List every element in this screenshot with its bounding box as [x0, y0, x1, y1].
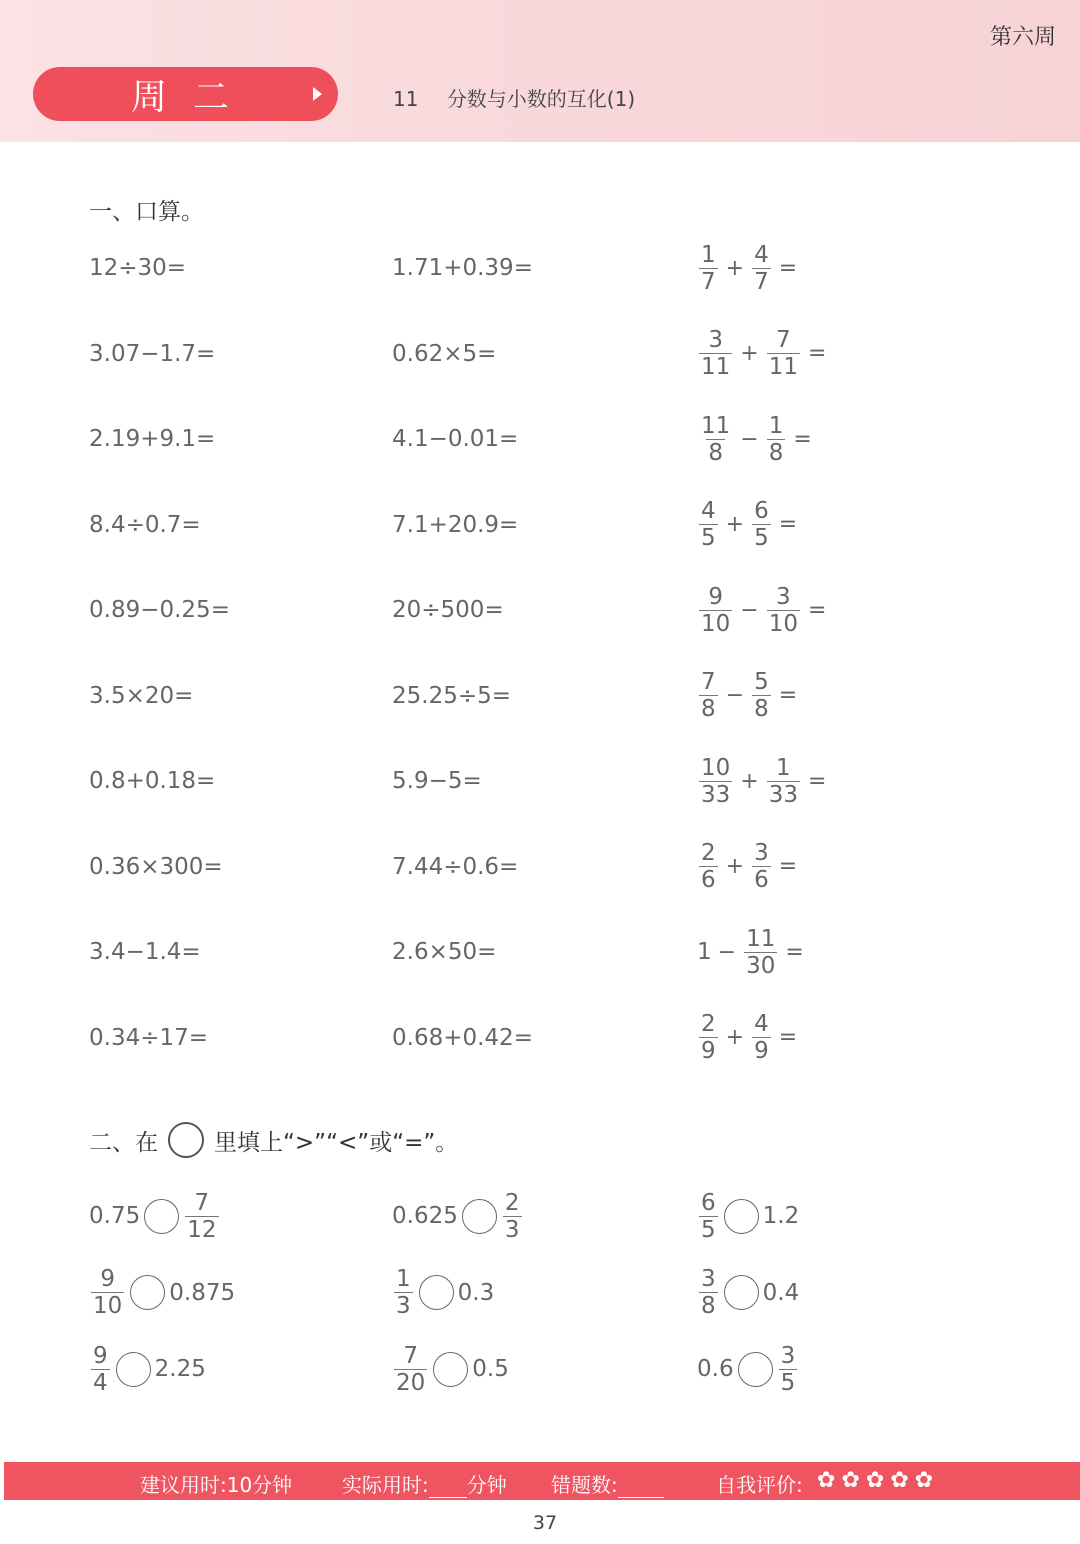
arithmetic-problem: 0.62×5= [392, 340, 497, 367]
equals-sign: = [793, 426, 812, 452]
fraction [699, 1190, 718, 1243]
answer-circle[interactable] [433, 1352, 468, 1387]
denominator: 11 [768, 354, 798, 380]
fraction-problem [697, 495, 803, 555]
fraction-problem [697, 580, 832, 640]
fraction-problem [697, 324, 832, 384]
compare-row [0, 1186, 1080, 1246]
equals-sign: = [778, 512, 798, 537]
right-value: 0.5 [472, 1356, 509, 1382]
denominator: 8 [701, 696, 716, 722]
section-1-title: 一、口算。 [89, 199, 204, 225]
denominator: 8 [754, 696, 769, 722]
numerator: 11 [746, 925, 776, 952]
fraction [699, 327, 732, 380]
operator: + [740, 341, 759, 366]
denominator: 33 [768, 781, 798, 808]
denominator: 12 [187, 1216, 217, 1243]
numerator: 3 [701, 1266, 716, 1292]
arithmetic-problem: 0.36×300= [89, 853, 223, 880]
numerator: 3 [780, 1342, 796, 1369]
fraction-problem [697, 837, 803, 897]
numerator: 1 [396, 1266, 411, 1292]
denominator: 8 [701, 1293, 716, 1319]
problem-row [0, 324, 1080, 384]
fraction [767, 413, 786, 466]
numerator: 9 [708, 583, 723, 610]
arithmetic-problem: 5.9−5= [392, 768, 482, 794]
denominator: 3 [396, 1293, 411, 1319]
fraction [752, 669, 771, 722]
equals-sign: = [808, 768, 827, 794]
actual-time-prefix: 实际用时: [342, 1473, 429, 1497]
denominator: 10 [768, 610, 798, 637]
compare-problem [392, 1339, 509, 1399]
denominator: 10 [701, 610, 731, 637]
numerator: 7 [701, 669, 716, 695]
answer-circle[interactable] [724, 1199, 759, 1234]
answer-circle[interactable] [419, 1275, 454, 1310]
denominator: 5 [780, 1369, 796, 1396]
operator: − [740, 426, 759, 452]
arithmetic-problem: 3.07−1.7= [89, 340, 216, 367]
day-label: 周二 [131, 76, 256, 118]
arithmetic-problem: 4.1−0.01= [392, 426, 519, 452]
self-eval-label: 自我评价: [716, 1473, 803, 1497]
denominator: 5 [701, 525, 716, 551]
numerator: 4 [754, 1011, 769, 1037]
lesson-number: 11 [393, 87, 419, 111]
numerator: 11 [701, 412, 731, 439]
fraction [699, 1011, 718, 1064]
denominator: 8 [708, 439, 723, 466]
left-value: 0.625 [392, 1203, 458, 1229]
equals-sign: = [778, 854, 798, 879]
section-2-title-suffix: 里填上“>”“<”或“=”。 [214, 1129, 459, 1156]
numerator: 9 [100, 1266, 115, 1292]
fraction [185, 1190, 218, 1243]
answer-circle[interactable] [144, 1199, 179, 1234]
problem-row [0, 495, 1080, 555]
fraction [767, 584, 800, 637]
arithmetic-problem: 2.6×50= [392, 939, 497, 965]
equals-sign: = [778, 683, 798, 708]
numerator: 7 [194, 1189, 210, 1216]
denominator: 7 [701, 268, 716, 295]
fraction [752, 242, 771, 295]
fraction [699, 498, 718, 551]
page-number: 37 [532, 1512, 558, 1534]
equals-sign: = [778, 1025, 798, 1050]
fraction-problem [697, 751, 832, 811]
whole-number: 1 [697, 939, 712, 965]
numerator: 7 [776, 327, 791, 353]
fraction [91, 1343, 110, 1396]
flower-star-icon[interactable]: ✿ [914, 1468, 934, 1493]
fraction [699, 242, 718, 295]
numerator: 4 [754, 241, 769, 268]
arithmetic-problem: 25.25÷5= [392, 682, 512, 709]
fraction [699, 840, 718, 893]
fraction [394, 1266, 413, 1319]
suggested-time: 建议用时:10分钟 [140, 1473, 293, 1497]
errors-label: 错题数: [551, 1473, 618, 1497]
flower-star-icon[interactable]: ✿ [890, 1468, 909, 1493]
fraction [699, 584, 732, 637]
right-value: 0.875 [169, 1279, 236, 1306]
arithmetic-problem: 0.34÷17= [89, 1024, 209, 1051]
fraction [699, 669, 718, 722]
numerator: 5 [754, 669, 769, 695]
operator: + [725, 854, 745, 879]
fraction [699, 755, 732, 808]
denominator: 8 [768, 439, 784, 466]
right-value: 2.25 [154, 1356, 206, 1382]
fraction [767, 327, 800, 380]
arithmetic-problem: 12÷30= [89, 255, 187, 281]
lesson-title-text: 分数与小数的互化(1) [446, 87, 636, 111]
flower-star-icon[interactable]: ✿ [817, 1468, 836, 1493]
compare-problem [392, 1263, 494, 1323]
answer-circle[interactable] [738, 1352, 773, 1387]
numerator: 2 [504, 1189, 520, 1216]
operator: + [725, 255, 745, 281]
compare-problem [697, 1339, 799, 1399]
compare-problem [697, 1263, 799, 1323]
numerator: 2 [701, 840, 716, 866]
compare-problem [392, 1186, 524, 1246]
numerator: 3 [754, 840, 769, 866]
arithmetic-problem: 7.44÷0.6= [392, 853, 519, 880]
numerator: 6 [754, 498, 769, 524]
equals-sign: = [785, 939, 804, 965]
problem-row [0, 666, 1080, 726]
denominator: 9 [754, 1038, 769, 1064]
arithmetic-problem: 3.4−1.4= [89, 939, 201, 965]
footer-band [4, 1462, 1080, 1500]
arithmetic-problem: 3.5×20= [89, 682, 194, 709]
numerator: 1 [776, 754, 791, 781]
arithmetic-problem: 2.19+9.1= [89, 426, 216, 452]
arithmetic-problem: 0.68+0.42= [392, 1024, 533, 1051]
fraction [394, 1343, 427, 1396]
denominator: 10 [93, 1293, 123, 1319]
denominator: 6 [701, 867, 716, 893]
fraction-problem [697, 238, 803, 298]
denominator: 4 [93, 1369, 108, 1396]
operator: − [740, 597, 759, 623]
numerator: 10 [701, 754, 731, 781]
problem-row [0, 409, 1080, 469]
fraction [699, 1266, 718, 1319]
operator: − [725, 683, 745, 708]
answer-circle[interactable] [130, 1275, 165, 1310]
right-value: 1.2 [762, 1203, 800, 1229]
numerator: 1 [768, 412, 784, 439]
arithmetic-problem: 8.4÷0.7= [89, 511, 201, 538]
numerator: 6 [701, 1189, 716, 1216]
numerator: 9 [93, 1342, 108, 1369]
fraction [752, 498, 771, 551]
actual-time [342, 1469, 507, 1498]
fraction [752, 1011, 771, 1064]
answer-circle[interactable] [724, 1275, 759, 1310]
problem-row [0, 580, 1080, 640]
problem-row [0, 751, 1080, 811]
errors [551, 1469, 664, 1498]
equals-sign: = [778, 255, 798, 281]
play-arrow-icon [313, 87, 322, 101]
arithmetic-problem: 0.8+0.18= [89, 768, 216, 794]
right-value: 0.4 [762, 1279, 800, 1306]
compare-problem [89, 1186, 221, 1246]
section-2-title [89, 1122, 458, 1158]
problem-row [0, 238, 1080, 298]
equals-sign: = [808, 341, 827, 366]
actual-time-blank[interactable] [429, 1479, 467, 1498]
arithmetic-problem: 20÷500= [392, 597, 504, 623]
denominator: 7 [754, 268, 769, 295]
day-pill [33, 67, 338, 121]
denominator: 33 [701, 781, 731, 808]
compare-row [0, 1263, 1080, 1323]
flower-star-icon[interactable]: ✿ [841, 1468, 860, 1493]
fraction-problem [697, 666, 803, 726]
fraction-problem [697, 922, 810, 982]
numerator: 1 [701, 241, 716, 268]
arithmetic-problem: 0.89−0.25= [89, 597, 230, 623]
answer-circle[interactable] [116, 1352, 151, 1387]
operator: + [725, 512, 745, 537]
numerator: 7 [403, 1342, 418, 1369]
numerator: 3 [776, 583, 791, 610]
denominator: 3 [504, 1216, 520, 1243]
actual-time-suffix: 分钟 [466, 1473, 507, 1497]
denominator: 5 [754, 525, 769, 551]
answer-circle[interactable] [462, 1199, 497, 1234]
fraction-problem [697, 409, 818, 469]
problem-row [0, 837, 1080, 897]
arithmetic-problem: 1.71+0.39= [392, 255, 533, 281]
denominator: 9 [701, 1038, 716, 1064]
left-value: 0.6 [697, 1356, 734, 1382]
lesson-title [393, 83, 635, 112]
operator: − [717, 939, 737, 965]
numerator: 3 [708, 327, 723, 353]
denominator: 30 [746, 952, 776, 979]
compare-problem [697, 1186, 799, 1246]
numerator: 4 [701, 498, 716, 524]
flower-star-icon[interactable]: ✿ [865, 1468, 885, 1493]
fraction [503, 1190, 522, 1243]
section-2-title-prefix: 二、在 [89, 1129, 158, 1156]
fraction-problem [697, 1008, 803, 1068]
compare-problem [89, 1263, 235, 1323]
denominator: 11 [701, 354, 731, 380]
left-value: 0.75 [89, 1203, 141, 1229]
right-value: 0.3 [457, 1279, 495, 1306]
problem-row [0, 922, 1080, 982]
fraction [752, 840, 771, 893]
operator: + [725, 1025, 745, 1050]
operator: + [740, 768, 759, 794]
errors-blank[interactable] [618, 1479, 664, 1498]
fraction [91, 1266, 124, 1319]
problem-row [0, 1008, 1080, 1068]
circle-icon [168, 1122, 204, 1158]
compare-row [0, 1339, 1080, 1399]
fraction [744, 926, 777, 979]
self-eval-stars [817, 1469, 933, 1493]
denominator: 20 [396, 1369, 426, 1396]
fraction [699, 413, 732, 466]
fraction [779, 1343, 798, 1396]
arithmetic-problem: 7.1+20.9= [392, 511, 519, 538]
compare-problem [89, 1339, 206, 1399]
numerator: 2 [701, 1011, 716, 1037]
week-label: 第六周 [989, 25, 1056, 50]
denominator: 5 [701, 1216, 716, 1243]
equals-sign: = [808, 597, 827, 623]
denominator: 6 [754, 867, 769, 893]
fraction [767, 755, 800, 808]
